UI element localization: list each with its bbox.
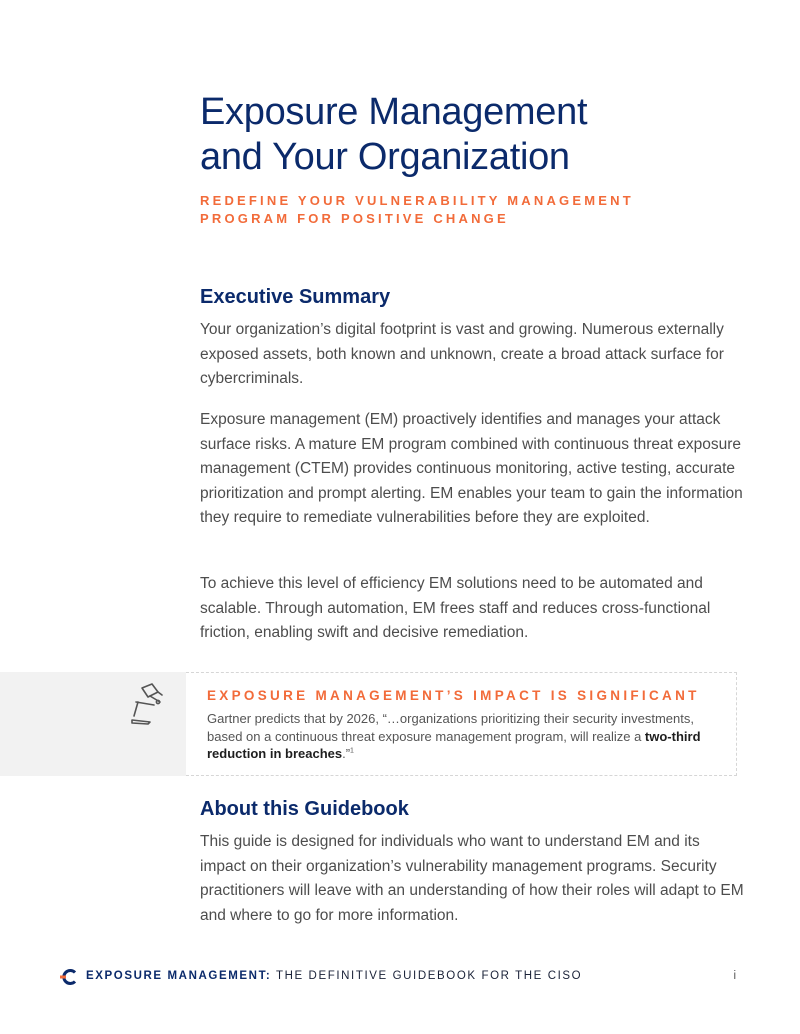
- footer-subtitle: THE DEFINITIVE GUIDEBOOK FOR THE CISO: [271, 970, 583, 982]
- summary-paragraph-3: To achieve this level of efficiency EM solutions need to be automated and scalable. Through automation, EM frees staff and reduces cross-functional friction, enabling swift and decisive remediation.: [200, 575, 711, 641]
- executive-summary-heading: Executive Summary: [200, 286, 391, 308]
- subtitle-line-2: PROGRAM FOR POSITIVE CHANGE: [200, 211, 509, 226]
- callout-title: EXPOSURE MANAGEMENT’S IMPACT IS SIGNIFICANT: [207, 688, 700, 703]
- page-subtitle: [200, 192, 720, 228]
- footer-brand: EXPOSURE MANAGEMENT:: [86, 970, 272, 982]
- summary-paragraph-2: Exposure management (EM) proactively identifies and manages your attack surface risks. A mature EM program combined with continuous threat exposure management (CTEM) provides continuous monitoring, active testing, accurate prioritization and prompt alerting. EM enables your team to gain the information they require to remediate vulnerabilities before they are exploited.: [200, 411, 743, 526]
- page-number: i: [733, 970, 736, 982]
- title-line-2: and Your Organization: [200, 136, 570, 178]
- callout-highlight: two-third reduction in breaches: [207, 728, 701, 761]
- subtitle-line-1: REDEFINE YOUR VULNERABILITY MANAGEMENT: [200, 193, 634, 208]
- callout-text-start: Gartner predicts that by 2026, “…organizations prioritizing their security investments, based on a continuous threat exposure management program, will realize a: [207, 711, 694, 744]
- summary-paragraph-1: Your organization’s digital footprint is vast and growing. Numerous externally exposed assets, both known and unknown, create a broad attack surface for cybercriminals.: [200, 321, 724, 387]
- callout-text: [207, 710, 727, 763]
- footnote-marker[interactable]: 1: [350, 747, 354, 755]
- about-paragraph: This guide is designed for individuals who want to understand EM and its impact on their organization’s vulnerability management programs. Security practitioners will leave with an understanding of how their roles will adapt to EM and where to go for more information.: [200, 833, 744, 924]
- title-line-1: Exposure Management: [200, 91, 588, 133]
- callout-text-end: .”: [342, 746, 351, 761]
- footer-title: [86, 970, 582, 982]
- page-footer: [60, 968, 740, 988]
- desk-lamp-icon: [128, 680, 172, 728]
- brand-logo-icon: [60, 969, 78, 985]
- about-guidebook-heading: About this Guidebook: [200, 798, 409, 820]
- page-title: [200, 90, 720, 180]
